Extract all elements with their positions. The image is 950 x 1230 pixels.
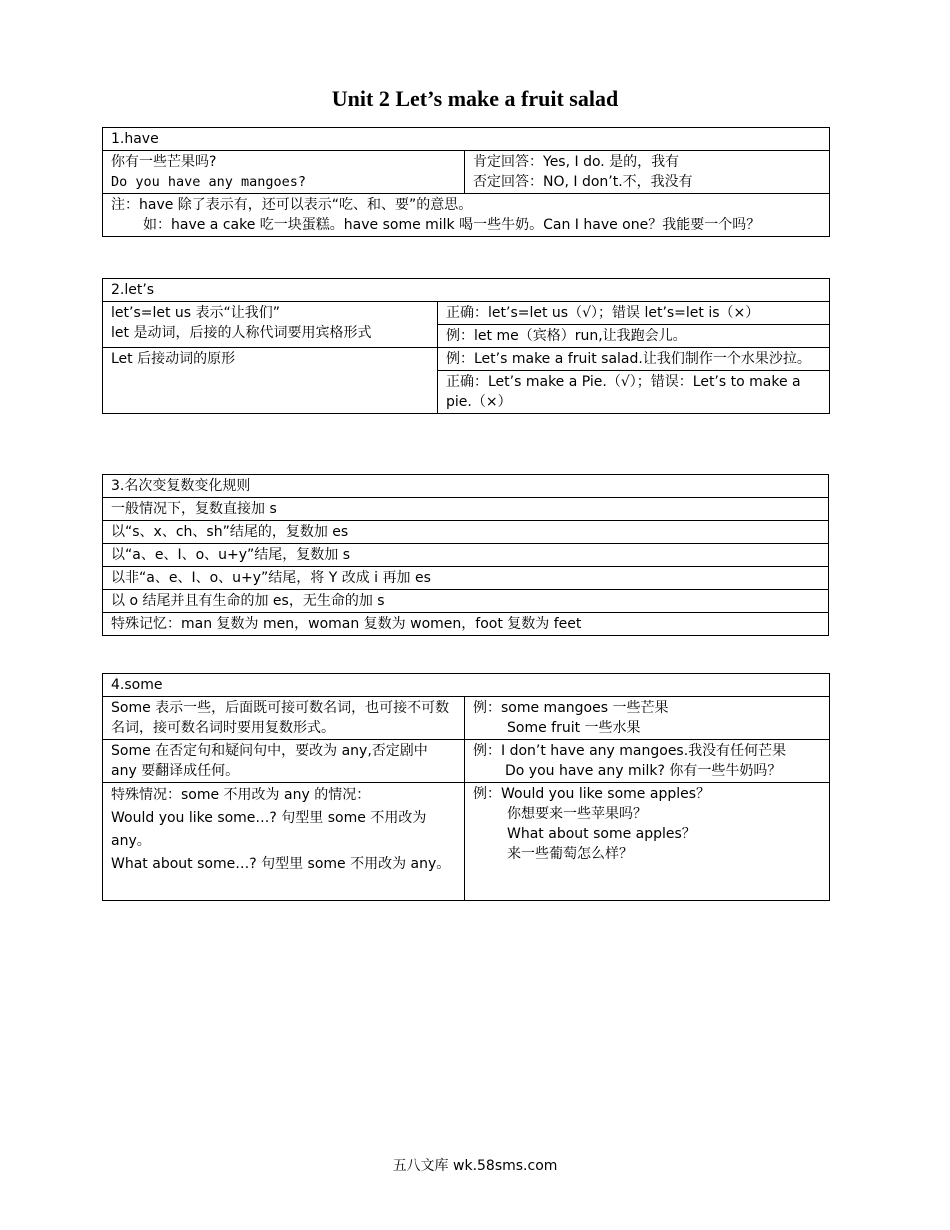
example-line: 例：I don’t have any mangoes.我没有任何芒果 [473,743,787,759]
question-cell [103,151,465,194]
rule-cell: Some 在否定句和疑问句中，要改为 any,否定剧中 any 要翻译成任何。 [103,740,465,783]
rule-cell [103,302,438,348]
rule-text: let’s=let us 表示“让我们” [111,305,281,321]
note-cell [103,194,830,237]
question-en: Do you have any mangoes? [111,174,307,190]
footer-watermark: 五八文库 wk.58sms.com [392,1158,558,1174]
rule-cell: Let 后接动词的原形 [103,348,438,414]
positive-answer: 肯定回答：Yes, I do. 是的，我有 [473,154,680,170]
rule-row: 以 o 结尾并且有生命的加 es，无生命的加 s [103,590,829,613]
example-cell: 例：Let’s make a fruit salad.让我们制作一个水果沙拉。 [438,348,830,371]
section-lets-table [102,278,830,414]
answer-cell [465,151,830,194]
section-some-table [102,673,830,901]
example-cell [465,740,830,783]
example-line: 例：some mangoes 一些芒果 [473,700,669,716]
section-header: 2.let’s [103,279,830,302]
example-cell: 例：let me（宾格）run,让我跑会儿。 [438,325,830,348]
page-title: Unit 2 Let’s make a fruit salad [331,86,619,111]
section-header: 1.have [103,128,830,151]
example-cell [465,697,830,740]
question-cn: 你有一些芒果吗? [111,154,217,170]
section-header: 4.some [103,674,830,697]
example-line: What about some apples？ [507,826,696,842]
rule-row: 一般情况下，复数直接加 s [103,498,829,521]
rule-row: 以“a、e、I、o、u+y”结尾，复数加 s [103,544,829,567]
rule-line: 特殊情况：some 不用改为 any 的情况： [111,787,371,803]
section-header: 3.名次变复数变化规则 [103,475,829,498]
note-text: 注：have 除了表示有，还可以表示“吃、和、要”的意思。 [111,197,473,213]
rule-row: 特殊记忆：man 复数为 men，woman 复数为 women，foot 复数为 feet [103,613,829,636]
section-have-table [102,127,830,237]
rule-line: Would you like some…? 句型里 some 不用改为 any。 [111,810,427,849]
example-line: Do you have any milk? 你有一些牛奶吗？ [505,763,782,779]
rule-cell: Some 表示一些，后面既可接可数名词，也可接不可数名词，接可数名词时要用复数形式。 [103,697,465,740]
rule-row: 以非“a、e、I、o、u+y”结尾，将 Y 改成 i 再加 es [103,567,829,590]
example-line: 例：Would you like some apples？ [473,786,711,802]
rule-line: What about some…? 句型里 some 不用改为 any。 [111,856,451,872]
example-line: Some fruit 一些水果 [507,720,641,736]
rule-row: 以“s、x、ch、sh”结尾的，复数加 es [103,521,829,544]
example-cell [465,783,830,901]
negative-answer: 否定回答：NO, I don’t.不，我没有 [473,174,693,190]
example-line: 你想要来一些苹果吗？ [507,806,647,822]
rule-cell [103,783,465,901]
example-cell: 正确：Let’s make a Pie.（√）；错误：Let’s to make a pie.（×） [438,371,830,414]
section-plural-table [102,474,829,636]
rule-text: let 是动词，后接的人称代词要用宾格形式 [111,325,372,341]
example-cell: 正确：let’s=let us（√）；错误 let’s=let is（×） [438,302,830,325]
example-text: 如：have a cake 吃一块蛋糕。have some milk 喝一些牛奶。Can I have one？我能要一个吗？ [143,217,761,233]
example-line: 来一些葡萄怎么样？ [507,846,633,862]
